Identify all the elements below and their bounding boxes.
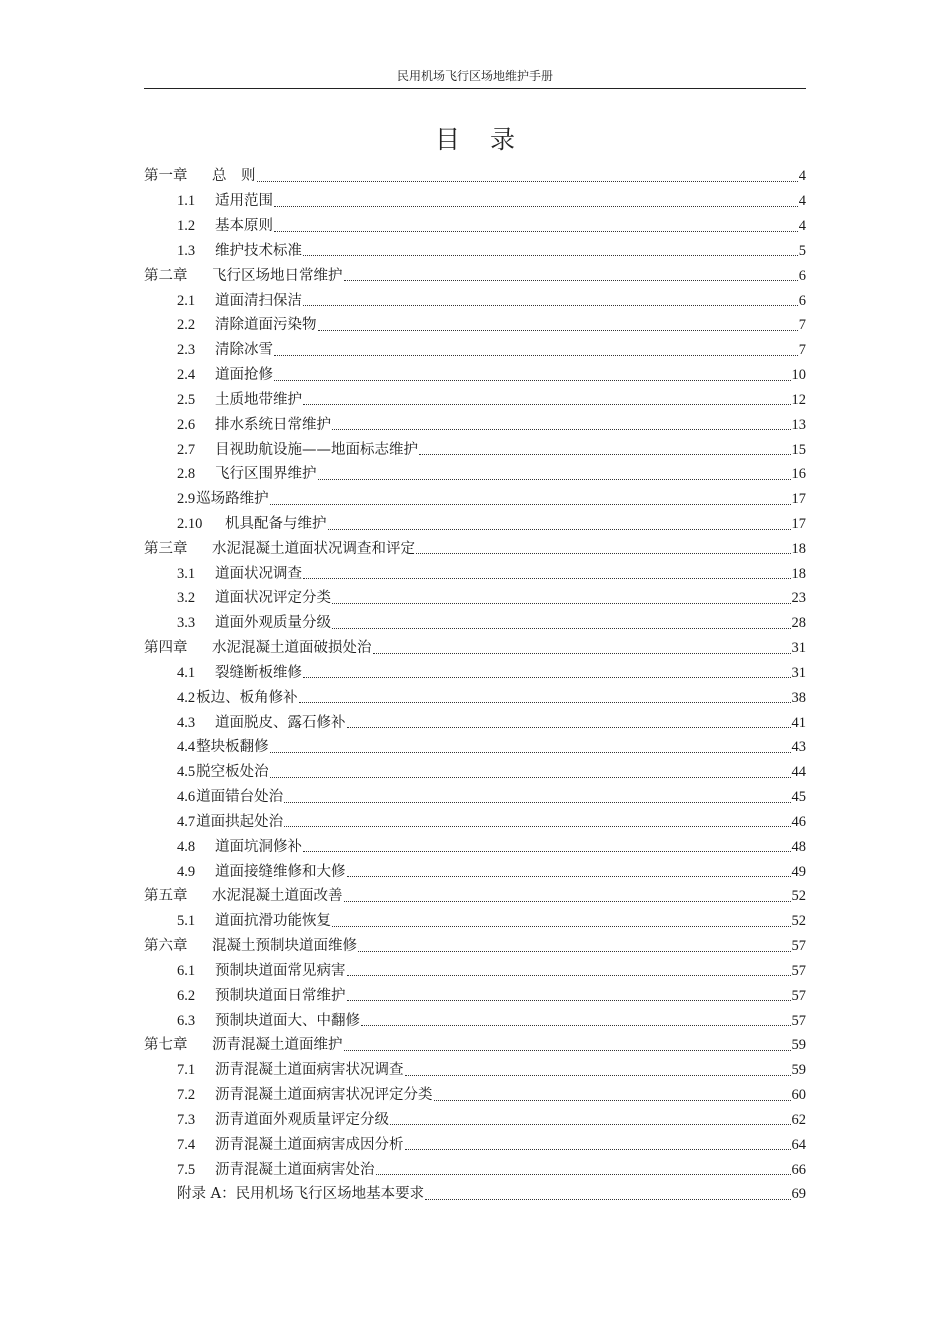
dot-leader — [332, 926, 791, 927]
toc-entry-number: 2.4 — [177, 367, 196, 384]
dot-leader — [274, 355, 798, 356]
toc-entry-number: 第七章 — [144, 1037, 188, 1054]
toc-entry-number: 第三章 — [144, 540, 188, 557]
toc-entry-number: 7.4 — [177, 1136, 196, 1153]
dot-leader — [358, 951, 791, 952]
dot-leader — [303, 677, 791, 678]
toc-entry-page-number: 69 — [791, 1186, 806, 1203]
toc-chapter-entry[interactable] — [144, 636, 806, 661]
dot-leader — [257, 181, 798, 182]
toc-entry-title: 预制块道面大、中翻修 — [215, 1012, 360, 1029]
toc-entry-number: 5.1 — [177, 913, 196, 930]
toc-entry-number: 4.7 — [177, 813, 196, 830]
toc-entry-title: 机具配备与维护 — [225, 516, 327, 532]
toc-section-entry[interactable] — [144, 338, 806, 363]
toc-entry-page-number: 4 — [798, 218, 806, 235]
toc-section-entry[interactable] — [144, 810, 806, 835]
toc-chapter-entry[interactable] — [144, 536, 806, 561]
dot-leader — [344, 901, 791, 902]
toc-entry-title: 水泥混凝土道面状况调查和评定 — [212, 540, 415, 557]
toc-entry-title: 沥青混凝土道面病害状况评定分类 — [215, 1087, 433, 1104]
dot-leader — [332, 628, 791, 629]
toc-entry-number: 3.1 — [177, 565, 196, 582]
toc-entry-page-number: 57 — [791, 987, 806, 1004]
toc-appendix-entry[interactable] — [144, 1182, 806, 1207]
dot-leader — [274, 380, 791, 381]
toc-entry-title: 维护技术标准 — [215, 242, 302, 259]
toc-section-entry[interactable] — [144, 1083, 806, 1108]
toc-entry-page-number: 6 — [798, 292, 806, 309]
toc-entry-title: 道面脱皮、露石修补 — [215, 714, 346, 731]
toc-entry-title: 板边、板角修补 — [196, 689, 298, 706]
dot-leader — [303, 255, 798, 256]
toc-entry-page-number: 46 — [791, 813, 806, 830]
toc-section-entry[interactable] — [144, 983, 806, 1008]
toc-entry-title: 道面清扫保洁 — [215, 292, 302, 309]
toc-chapter-entry[interactable] — [144, 934, 806, 959]
toc-entry-number: 3.2 — [177, 590, 196, 607]
toc-entry-number: 6.2 — [177, 987, 196, 1004]
toc-entry-number: 2.8 — [177, 466, 196, 483]
toc-entry-title: 道面拱起处治 — [196, 813, 284, 830]
toc-entry-number: 1.3 — [177, 242, 196, 259]
toc-entry-number: 第一章 — [144, 168, 188, 185]
toc-entry-title: 沥青混凝土道面病害处治 — [215, 1161, 375, 1178]
dot-leader — [274, 231, 798, 232]
toc-entry-page-number: 15 — [791, 441, 806, 458]
toc-entry-title: 道面抗滑功能恢复 — [215, 913, 331, 930]
toc-section-entry[interactable] — [144, 685, 806, 710]
toc-entry-page-number: 59 — [791, 1037, 806, 1054]
toc-section-entry[interactable] — [144, 760, 806, 785]
toc-section-entry[interactable] — [144, 363, 806, 388]
toc-entry-number: 2.6 — [177, 416, 196, 433]
toc-section-entry[interactable] — [144, 1058, 806, 1083]
toc-entry-title: 沥青混凝土道面维护 — [212, 1037, 343, 1054]
toc-section-entry[interactable] — [144, 909, 806, 934]
toc-entry-number: 2.1 — [177, 292, 196, 309]
toc-entry-page-number: 57 — [791, 1012, 806, 1029]
toc-section-entry[interactable] — [144, 462, 806, 487]
toc-entry-number: 第五章 — [144, 888, 188, 905]
toc-entry-title: 道面外观质量分级 — [215, 615, 331, 632]
dot-leader — [373, 653, 791, 654]
toc-entry-title: 飞行区围界维护 — [215, 466, 317, 483]
toc-section-entry[interactable] — [144, 238, 806, 263]
toc-section-entry[interactable] — [144, 1008, 806, 1033]
toc-entry-page-number: 28 — [791, 615, 806, 632]
toc-entry-title: 土质地带维护 — [215, 391, 302, 408]
toc-entry-title: 预制块道面日常维护 — [215, 987, 346, 1004]
toc-entry-number: 6.1 — [177, 962, 196, 979]
toc-entry-number: 4.9 — [177, 863, 196, 880]
toc-entry-page-number: 44 — [791, 764, 806, 781]
toc-entry-title: 脱空板处治 — [196, 764, 269, 781]
toc-chapter-entry[interactable] — [144, 884, 806, 909]
toc-entry-page-number: 17 — [791, 491, 806, 508]
toc-entry-number: 第六章 — [144, 938, 188, 955]
toc-entry-number: 2.9 — [177, 491, 196, 508]
dot-leader — [416, 553, 791, 554]
dot-leader — [347, 876, 791, 877]
dot-leader — [284, 826, 790, 827]
toc-chapter-entry[interactable] — [144, 164, 806, 189]
toc-entry-number: 第二章 — [144, 267, 188, 284]
toc-entry-title: 巡场路维护 — [196, 491, 269, 508]
toc-section-entry[interactable] — [144, 313, 806, 338]
header-rule — [144, 88, 806, 89]
dot-leader — [376, 1174, 791, 1175]
toc-entry-page-number: 23 — [791, 590, 806, 607]
toc-section-entry[interactable] — [144, 959, 806, 984]
toc-entry-title: 整块板翻修 — [196, 739, 269, 756]
toc-entry-title: 混凝土预制块道面维修 — [212, 938, 357, 955]
toc-section-entry[interactable] — [144, 561, 806, 586]
toc-section-entry[interactable] — [144, 1107, 806, 1132]
toc-entry-title: 道面状况评定分类 — [215, 590, 331, 607]
toc-entry-title: 道面抢修 — [215, 367, 273, 384]
toc-entry-number: 1.1 — [177, 193, 196, 210]
dot-leader — [344, 280, 798, 281]
toc-entry-page-number: 17 — [791, 516, 806, 532]
toc-entry-title: 清除冰雪 — [215, 342, 273, 359]
toc-entry-title: 适用范围 — [215, 193, 273, 210]
toc-entry-number: 4.5 — [177, 764, 196, 781]
toc-entry-number: 2.7 — [177, 441, 196, 458]
toc-entry-number: 4.6 — [177, 789, 196, 806]
toc-entry-number: 7.2 — [177, 1087, 196, 1104]
toc-entry-number: 7.5 — [177, 1161, 196, 1178]
toc-entry-page-number: 48 — [791, 838, 806, 855]
toc-entry-page-number: 7 — [798, 317, 806, 334]
toc-section-entry[interactable] — [144, 487, 806, 512]
toc-entry-page-number: 31 — [791, 640, 806, 657]
toc-entry-number: 3.3 — [177, 615, 196, 632]
dot-leader — [347, 727, 791, 728]
dot-leader — [284, 802, 790, 803]
toc-entry-page-number: 13 — [791, 416, 806, 433]
toc-entry-page-number: 6 — [798, 267, 806, 284]
toc-section-entry[interactable] — [144, 586, 806, 611]
toc-section-entry[interactable] — [144, 387, 806, 412]
toc-entry-page-number: 62 — [791, 1111, 806, 1128]
toc-entry-page-number: 5 — [798, 242, 806, 259]
toc-entry-page-number: 52 — [791, 913, 806, 930]
toc-entry-title: 裂缝断板维修 — [215, 664, 302, 681]
toc-entry-title: 排水系统日常维护 — [215, 416, 331, 433]
toc-entry-page-number: 52 — [791, 888, 806, 905]
toc-entry-page-number: 18 — [791, 565, 806, 582]
dot-leader — [303, 851, 791, 852]
toc-section-entry[interactable] — [144, 437, 806, 462]
toc-entry-title: 总 则 — [212, 168, 256, 185]
toc-entry-page-number: 4 — [798, 193, 806, 210]
dot-leader — [328, 529, 791, 530]
toc-entry-title: 预制块道面常见病害 — [215, 962, 346, 979]
toc-entry-title: 道面状况调查 — [215, 565, 302, 582]
toc-entry-title: 基本原则 — [215, 218, 273, 235]
toc-title: 目录 — [434, 125, 545, 154]
toc-list — [144, 164, 806, 1207]
dot-leader — [332, 603, 791, 604]
toc-entry-number: 4.2 — [177, 689, 196, 706]
toc-entry-number: 4.3 — [177, 714, 196, 731]
dot-leader — [405, 1149, 791, 1150]
toc-entry-title: 飞行区场地日常维护 — [212, 267, 343, 284]
toc-section-entry[interactable] — [144, 710, 806, 735]
toc-section-entry[interactable] — [144, 834, 806, 859]
toc-entry-title: 清除道面污染物 — [215, 317, 317, 334]
toc-entry-page-number: 12 — [791, 391, 806, 408]
dot-leader — [390, 1124, 791, 1125]
toc-section-entry[interactable] — [144, 661, 806, 686]
toc-entry-number: 1.2 — [177, 218, 196, 235]
dot-leader — [419, 454, 791, 455]
dot-leader — [347, 1000, 791, 1001]
toc-entry-page-number: 10 — [791, 367, 806, 384]
toc-section-entry[interactable] — [144, 1132, 806, 1157]
toc-section-entry[interactable] — [144, 189, 806, 214]
toc-entry-page-number: 16 — [791, 466, 806, 483]
dot-leader — [425, 1199, 790, 1200]
dot-leader — [303, 578, 791, 579]
dot-leader — [270, 752, 791, 753]
toc-entry-title: 道面接缝维修和大修 — [215, 863, 346, 880]
toc-entry-number: 4.8 — [177, 838, 196, 855]
toc-entry-number: 4.4 — [177, 739, 196, 756]
toc-entry-title: 沥青混凝土道面病害状况调查 — [215, 1062, 404, 1079]
dot-leader — [270, 777, 791, 778]
dot-leader — [318, 479, 791, 480]
toc-entry-page-number: 64 — [791, 1136, 806, 1153]
toc-entry-title: 沥青道面外观质量评定分级 — [215, 1111, 389, 1128]
toc-entry-title: 道面错台处治 — [196, 789, 284, 806]
dot-leader — [303, 404, 791, 405]
dot-leader — [299, 702, 791, 703]
toc-chapter-entry[interactable] — [144, 263, 806, 288]
toc-section-entry[interactable] — [144, 859, 806, 884]
toc-entry-number: 6.3 — [177, 1012, 196, 1029]
toc-entry-number: 4.1 — [177, 664, 196, 681]
toc-section-entry[interactable] — [144, 412, 806, 437]
dot-leader — [274, 206, 798, 207]
toc-entry-page-number: 41 — [791, 714, 806, 731]
toc-entry-title: 目视助航设施——地面标志维护 — [215, 441, 418, 458]
toc-entry-page-number: 18 — [791, 540, 806, 557]
toc-entry-page-number: 7 — [798, 342, 806, 359]
toc-entry-page-number: 4 — [798, 168, 806, 185]
toc-entry-title: 附录 A：民用机场飞行区场地基本要求 — [177, 1186, 425, 1203]
dot-leader — [405, 1075, 791, 1076]
toc-section-entry[interactable] — [144, 1157, 806, 1182]
toc-entry-title: 水泥混凝土道面改善 — [212, 888, 343, 905]
toc-entry-number: 7.3 — [177, 1111, 196, 1128]
toc-entry-page-number: 60 — [791, 1087, 806, 1104]
running-header: 民用机场飞行区场地维护手册 — [396, 69, 553, 83]
toc-entry-page-number: 49 — [791, 863, 806, 880]
toc-section-entry[interactable] — [144, 288, 806, 313]
toc-entry-page-number: 59 — [791, 1062, 806, 1079]
toc-entry-number: 2.5 — [177, 391, 196, 408]
toc-chapter-entry[interactable] — [144, 1033, 806, 1058]
dot-leader — [344, 1050, 791, 1051]
toc-section-entry[interactable] — [144, 214, 806, 239]
toc-entry-number: 2.3 — [177, 342, 196, 359]
dot-leader — [303, 305, 798, 306]
toc-entry-page-number: 57 — [791, 962, 806, 979]
toc-section-entry[interactable] — [144, 785, 806, 810]
dot-leader — [270, 504, 791, 505]
toc-entry-title: 道面坑洞修补 — [215, 838, 302, 855]
toc-section-entry[interactable] — [144, 512, 806, 537]
toc-section-entry[interactable] — [144, 735, 806, 760]
toc-entry-page-number: 31 — [791, 664, 806, 681]
dot-leader — [318, 330, 798, 331]
dot-leader — [347, 975, 791, 976]
toc-entry-page-number: 66 — [791, 1161, 806, 1178]
toc-entry-page-number: 57 — [791, 938, 806, 955]
dot-leader — [434, 1100, 791, 1101]
toc-entry-number: 7.1 — [177, 1062, 196, 1079]
toc-entry-title: 水泥混凝土道面破损处治 — [212, 640, 372, 657]
toc-entry-number: 2.2 — [177, 317, 196, 334]
toc-entry-title: 沥青混凝土道面病害成因分析 — [215, 1136, 404, 1153]
toc-entry-page-number: 45 — [791, 789, 806, 806]
toc-entry-page-number: 43 — [791, 739, 806, 756]
toc-entry-page-number: 38 — [791, 689, 806, 706]
toc-section-entry[interactable] — [144, 611, 806, 636]
dot-leader — [332, 429, 791, 430]
dot-leader — [361, 1025, 791, 1026]
toc-entry-number: 第四章 — [144, 640, 188, 657]
toc-entry-number: 2.10 — [177, 516, 203, 532]
